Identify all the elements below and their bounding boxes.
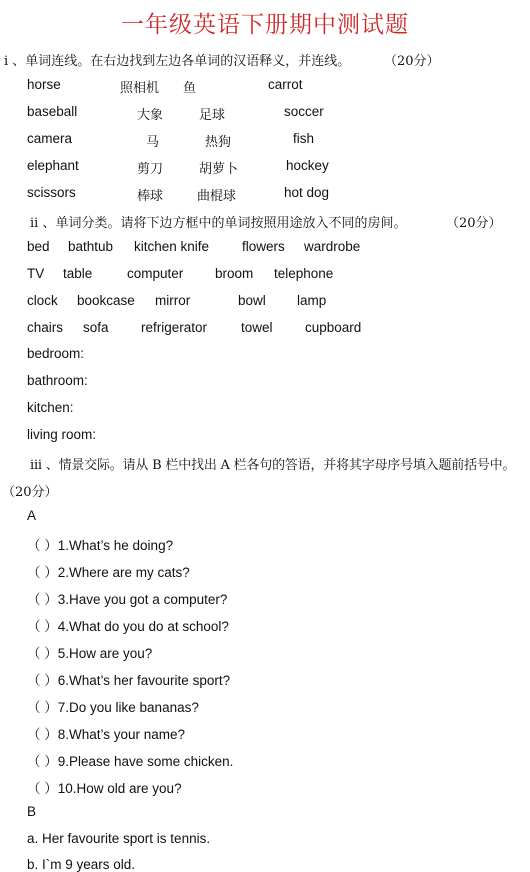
word-item: bookcase [77, 293, 135, 308]
word-item: bowl [238, 293, 266, 308]
word-item: sofa [83, 320, 109, 335]
question-item: （ ）3.Have you got a computer? [27, 592, 228, 607]
word-box-row [0, 320, 530, 340]
word-item: kitchen knife [134, 239, 210, 254]
match-row [0, 185, 530, 205]
word-item: broom [215, 266, 254, 281]
question-item: （ ）5.How are you? [27, 646, 153, 661]
match-chinese-1: 棒球 [137, 189, 164, 204]
question-item: （ ）8.What’s your name? [27, 727, 186, 742]
match-english: fish [293, 131, 315, 146]
room-label-bedroom: bedroom: [27, 346, 85, 361]
word-item: mirror [155, 293, 191, 308]
word-box-row [0, 266, 530, 286]
word-item: bed [27, 239, 50, 254]
match-word: baseball [27, 104, 78, 119]
room-label-kitchen: kitchen: [27, 400, 74, 415]
room-label-bathroom: bathroom: [27, 373, 88, 388]
match-row [0, 131, 530, 151]
word-item: chairs [27, 320, 64, 335]
answer-item: b. I`m 9 years old. [27, 857, 136, 872]
match-chinese-1: 大象 [137, 108, 164, 123]
match-english: carrot [268, 77, 303, 92]
word-item: table [63, 266, 93, 281]
match-english: hot dog [284, 185, 330, 200]
word-item: refrigerator [141, 320, 208, 335]
word-item: telephone [274, 266, 334, 281]
word-item: towel [241, 320, 273, 335]
question-item: （ ）7.Do you like bananas? [27, 700, 199, 715]
question-item: （ ）1.What’s he doing? [27, 538, 174, 553]
match-word: camera [27, 131, 73, 146]
match-word: elephant [27, 158, 79, 173]
section-3-heading: iii 、情景交际。请从 B 栏中找出 A 栏各句的答语，并将其字母序号填入题前括号中。 [30, 458, 516, 473]
question-item: （ ）6.What’s her favourite sport? [27, 673, 231, 688]
question-item: （ ）2.Where are my cats? [27, 565, 190, 580]
question-item: （ ）10.How old are you? [27, 781, 182, 796]
word-item: computer [127, 266, 184, 281]
match-row [0, 77, 530, 97]
word-item: lamp [297, 293, 327, 308]
word-item: cupboard [305, 320, 362, 335]
match-english: soccer [284, 104, 324, 119]
match-chinese-2: 鱼 [183, 81, 197, 96]
word-item: bathtub [68, 239, 114, 254]
section-1-score: （20分） [384, 54, 440, 69]
column-b-label: B [27, 804, 37, 819]
section-2-score: （20分） [446, 216, 502, 231]
answer-item: a. Her favourite sport is tennis. [27, 831, 211, 846]
match-chinese-2: 曲棍球 [197, 189, 237, 204]
match-word: scissors [27, 185, 76, 200]
section-2-heading: ii 、单词分类。请将下边方框中的单词按照用途放入不同的房间。 [30, 216, 407, 231]
word-item: flowers [242, 239, 285, 254]
page-title: 一年级英语下册期中测试题 [121, 12, 409, 38]
match-chinese-2: 胡萝卜 [199, 162, 239, 177]
match-chinese-1: 照相机 [120, 81, 160, 96]
word-item: TV [27, 266, 45, 281]
match-row [0, 158, 530, 178]
match-english: hockey [286, 158, 329, 173]
match-chinese-1: 剪刀 [137, 162, 164, 177]
match-word: horse [27, 77, 61, 92]
question-item: （ ）9.Please have some chicken. [27, 754, 234, 769]
section-1-heading: i 、单词连线。在右边找到左边各单词的汉语释义，并连线。 [4, 54, 351, 69]
match-row [0, 104, 530, 124]
word-box-row [0, 239, 530, 259]
match-chinese-2: 热狗 [205, 135, 232, 150]
word-box-row [0, 293, 530, 313]
word-item: clock [27, 293, 58, 308]
room-label-living-room: living room: [27, 427, 97, 442]
column-a-label: A [27, 508, 37, 523]
question-item: （ ）4.What do you do at school? [27, 619, 229, 634]
section-3-score: （20分） [2, 485, 58, 500]
word-item: wardrobe [304, 239, 361, 254]
match-chinese-2: 足球 [199, 108, 226, 123]
match-chinese-1: 马 [146, 135, 160, 150]
